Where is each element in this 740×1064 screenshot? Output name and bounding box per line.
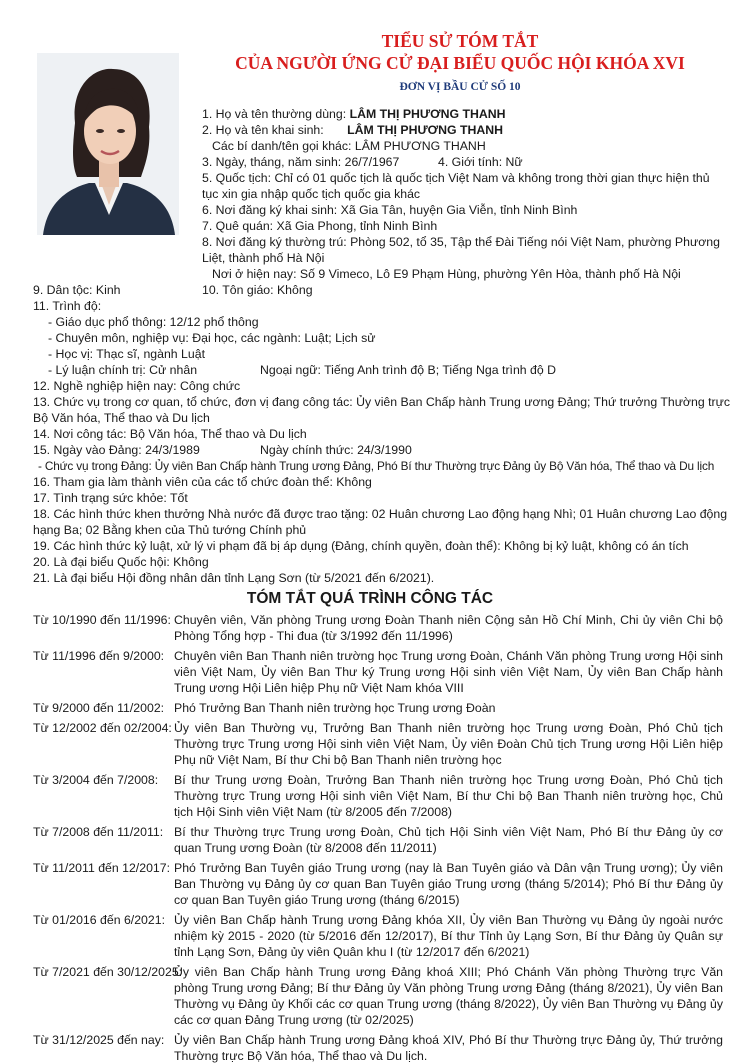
bio-residence-cont: Liệt, thành phố Hà Nội: [202, 251, 325, 265]
bio-birthdate: 3. Ngày, tháng, năm sinh: 26/7/1967: [202, 155, 400, 169]
bio-religion: 10. Tôn giáo: Không: [202, 283, 313, 297]
bio-birth-registration: 6. Nơi đăng ký khai sinh: Xã Gia Tân, huyện Gia Viễn, tỉnh Ninh Bình: [202, 203, 578, 217]
bio-awards-cont: hạng Ba; 02 Bằng khen của Thủ tướng Chính phủ: [33, 523, 307, 537]
bio-hometown: 7. Quê quán: Xã Gia Phong, tỉnh Ninh Bình: [202, 219, 438, 233]
portrait-image: [37, 53, 179, 235]
bio-birth-name: [202, 122, 503, 138]
work-description: Chuyên viên, Văn phòng Trung ương Đoàn Thanh niên Cộng sản Hồ Chí Minh, Chi ủy viên Chi bộ Phòng Tổng hợp - Thi đua (từ 3/1992 đến 11/1996): [174, 613, 723, 643]
bio-residence: 8. Nơi đăng ký thường trú: Phòng 502, tổ 35, Tập thể Đài Tiếng nói Việt Nam, phường Phương: [202, 235, 720, 249]
bio-position: 13. Chức vụ trong cơ quan, tổ chức, đơn vị đang công tác: Ủy viên Ban Chấp hành Trung ương Đảng; Thứ trưởng Thường trực: [33, 395, 730, 409]
bio-organizations: 16. Tham gia làm thành viên của các tổ chức đoàn thể: Không: [33, 475, 372, 489]
work-row: [33, 772, 723, 820]
bio-council-deputy: 21. Là đại biểu Hội đồng nhân dân tỉnh Lạng Sơn (từ 5/2021 đến 6/2021).: [33, 571, 435, 585]
bio-party-official-date: Ngày chính thức: 24/3/1990: [260, 443, 412, 457]
work-description: Ủy viên Ban Chấp hành Trung ương Đảng khoá XIII; Phó Chánh Văn phòng Thường trực Văn phòng Trung ương Đảng; Bí thư Đảng ủy Văn phòng Trung ương Đảng (tháng 8/2021), Ủy viên Ban Thường vụ Đảng ủy Khối các cơ quan Trung ương (tháng 8/2022), Ủy viên Ban Thường vụ Đảng ủy các cơ quan Đảng Trung ương (từ 02/2025): [174, 965, 723, 1027]
work-period: Từ 12/2002 đến 02/2004:: [33, 721, 172, 735]
work-row: [33, 612, 723, 644]
bio-birth-name-label: 2. Họ và tên khai sinh:: [202, 123, 324, 137]
bio-name-label: 1. Họ và tên thường dùng:: [202, 107, 347, 121]
bio-workplace: 14. Nơi công tác: Bộ Văn hóa, Thể thao và Du lịch: [33, 427, 307, 441]
work-period: Từ 11/2011 đến 12/2017:: [33, 861, 171, 875]
header: [180, 30, 740, 98]
work-period: Từ 31/12/2025 đến nay:: [33, 1033, 165, 1047]
title-line-2: CỦA NGƯỜI ỨNG CỬ ĐẠI BIỂU QUỐC HỘI KHÓA XVI: [235, 53, 685, 73]
work-period: Từ 11/1996 đến 9/2000:: [33, 649, 165, 663]
work-row: [33, 700, 723, 716]
bio-na-deputy: 20. Là đại biểu Quốc hội: Không: [33, 555, 209, 569]
work-description: Bí thư Thường trực Trung ương Đoàn, Chủ tịch Hội Sinh viên Việt Nam, Phó Bí thư Đảng ủy cơ quan Trung ương Đoàn (từ 8/2008 đến 11/2011): [174, 825, 723, 855]
bio-political-theory: - Lý luận chính trị: Cử nhân: [48, 363, 198, 377]
bio-foreign-language: Ngoại ngữ: Tiếng Anh trình độ B; Tiếng Nga trình độ D: [260, 363, 557, 377]
work-period: Từ 10/1990 đến 11/1996:: [33, 613, 171, 627]
work-period: Từ 7/2008 đến 11/2011:: [33, 825, 164, 839]
work-description: Phó Trưởng Ban Thanh niên trường học Trung ương Đoàn: [174, 701, 496, 715]
bio-position-cont: Bộ Văn hóa, Thể thao và Du lịch: [33, 411, 210, 425]
work-row: [33, 860, 723, 908]
bio-name-value: LÂM THỊ PHƯƠNG THANH: [349, 107, 506, 121]
work-row: [33, 648, 723, 696]
work-period: Từ 01/2016 đến 6/2021:: [33, 913, 165, 927]
bio-degree: - Học vị: Thạc sĩ, ngành Luật: [48, 347, 205, 361]
bio-party-position: - Chức vụ trong Đảng: Ủy viên Ban Chấp hành Trung ương Đảng, Phó Bí thư Thường trực Đảng ủy Bộ Văn hóa, Thể thao và Du lịch: [38, 459, 715, 473]
constituency-unit: ĐƠN VỊ BẦU CỬ SỐ 10: [399, 81, 521, 93]
bio-ethnicity: 9. Dân tộc: Kinh: [33, 283, 121, 297]
bio-education: 11. Trình độ:: [33, 299, 102, 313]
bio-specialty: - Chuyên môn, nghiệp vụ: Đại học, các ngành: Luật; Lịch sử: [48, 331, 376, 345]
bio-general-education: - Giáo dục phổ thông: 12/12 phổ thông: [48, 315, 259, 329]
work-description: Ủy viên Ban Chấp hành Trung ương Đảng khóa XII, Ủy viên Ban Thường vụ Đảng ủy ngoài nước nhiệm kỳ 2015 - 2020 (từ 5/2016 đến 12/2017), Bí thư Tỉnh ủy Lạng Sơn, Bí thư Đảng ủy Quân sự tỉnh Lạng Sơn, Đảng ủy viên Quân khu I (từ 12/2017 đến 6/2021): [174, 913, 723, 959]
title-line-1: TIỂU SỬ TÓM TẮT: [381, 31, 539, 51]
bio-name: [202, 106, 506, 122]
work-period: Từ 3/2004 đến 7/2008:: [33, 773, 159, 787]
work-row: [33, 912, 723, 960]
work-description: Bí thư Trung ương Đoàn, Trưởng Ban Thanh niên trường học Trung ương Đoàn, Phó Chủ tịch Thường trực Trung ương Hội sinh viên Việt Nam, Bí thư Chi bộ Ban Thanh niên trường học, Chủ tịch Hội Sinh viên Việt Nam (từ 8/2005 đến 7/2008): [174, 773, 723, 819]
work-period: Từ 7/2021 đến 30/12/2025:: [33, 965, 183, 979]
work-row: [33, 720, 723, 768]
bio-nationality-cont: tục xin gia nhập quốc tịch quốc gia khác: [202, 187, 421, 201]
work-description: Chuyên viên Ban Thanh niên trường học Trung ương Đoàn, Chánh Văn phòng Trung ương Hội sinh viên Việt Nam, Ủy viên Ban Thư ký Trung ương Hội sinh viên Việt Nam, Ủy viên Ban Chấp hành Trung ương Hội Liên hiệp Phụ nữ Việt Nam khóa VIII: [174, 649, 723, 695]
bio-current-address: Nơi ở hiện nay: Số 9 Vimeco, Lô E9 Phạm Hùng, phường Yên Hòa, thành phố Hà Nội: [212, 267, 681, 281]
bio-discipline: 19. Các hình thức kỷ luật, xử lý vi phạm đã bị áp dụng (Đảng, chính quyền, đoàn thể): Không bị kỷ luật, không có án tích: [33, 539, 689, 553]
bio-occupation: 12. Nghề nghiệp hiện nay: Công chức: [33, 379, 241, 393]
bio-party-join-date: 15. Ngày vào Đảng: 24/3/1989: [33, 443, 200, 457]
work-history: [33, 612, 723, 1064]
portrait-photo: [37, 53, 179, 235]
bio-nationality: 5. Quốc tịch: Chỉ có 01 quốc tịch là quốc tịch Việt Nam và không trong thời gian thực hiện thủ: [202, 171, 710, 185]
work-history-title: TÓM TẮT QUÁ TRÌNH CÔNG TÁC: [246, 590, 494, 607]
work-period: Từ 9/2000 đến 11/2002:: [33, 701, 165, 715]
bio-health: 17. Tình trạng sức khỏe: Tốt: [33, 491, 188, 505]
work-row: [33, 964, 723, 1028]
work-description: Ủy viên Ban Thường vụ, Trưởng Ban Thanh niên trường học Trung ương Đoàn, Phó Chủ tịch Thường trực Trung ương Hội sinh viên Việt Nam, Ủy viên Đoàn Chủ tịch Trung ương Hội Liên hiệp Phụ nữ Việt Nam, Bí thư Chi bộ Ban Thanh niên trường học: [174, 721, 723, 767]
work-description: Phó Trưởng Ban Tuyên giáo Trung ương (nay là Ban Tuyên giáo và Dân vận Trung ương); Ủy viên Ban Thường vụ Đảng ủy cơ quan Ban Tuyên giáo Trung ương (tháng 5/2014); Phó Bí thư Đảng ủy cơ quan Ban Tuyên giáo Trung ương (tháng 6/2015): [174, 861, 723, 907]
work-description: Ủy viên Ban Chấp hành Trung ương Đảng khoá XIV, Phó Bí thư Thường trực Đảng ủy, Thứ trưởng Thường trực Bộ Văn hóa, Thể thao và Du lịch.: [174, 1033, 723, 1063]
work-row: [33, 1032, 723, 1064]
bio-gender: 4. Giới tính: Nữ: [438, 155, 523, 169]
bio-birth-name-value: LÂM THỊ PHƯƠNG THANH: [347, 123, 504, 137]
bio-alias: Các bí danh/tên gọi khác: LÂM PHƯƠNG THANH: [212, 139, 486, 153]
work-row: [33, 824, 723, 856]
bio-awards: 18. Các hình thức khen thưởng Nhà nước đã được trao tặng: 02 Huân chương Lao động hạng Nhì; 01 Huân chương Lao động: [33, 507, 728, 521]
